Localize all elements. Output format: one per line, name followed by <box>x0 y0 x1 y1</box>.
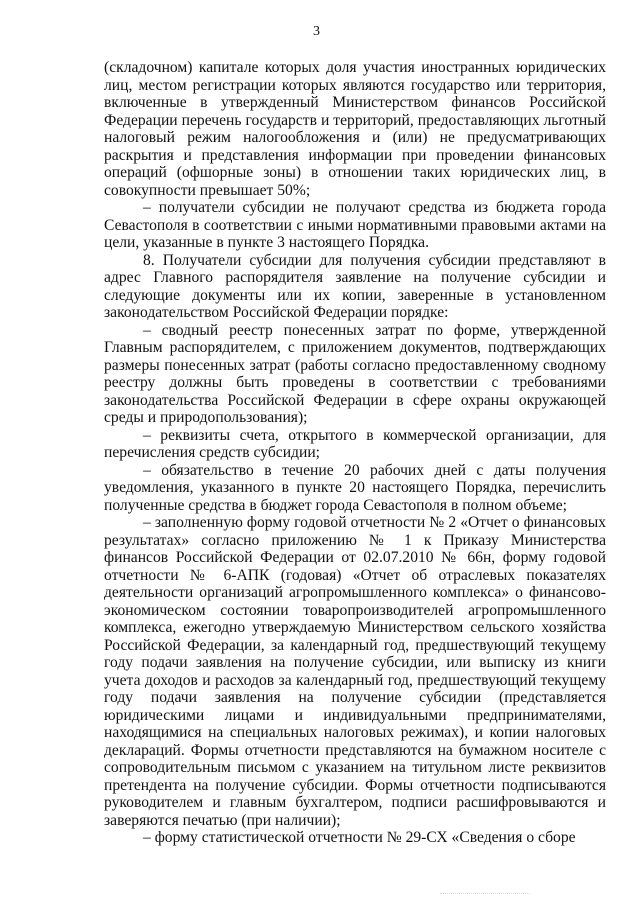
body-text <box>104 59 606 847</box>
list-item-no-budget-funds: – получатели субсидии не получают средства из бюджета города Севастополя в соответствии с иными нормативными правовыми актами на цели, указанные в пункте 3 настоящего Порядка. <box>104 199 606 251</box>
paragraph-continuation: (складочном) капитале которых доля участия иностранных юридических лиц, местом регистрации которых являются государство или территория, включенные в утвержденный Министерством финансов Российской Федерации перечень государств и территорий, предоставляющих льготный налоговый режим налогообложения и (или) не предусматривающих раскрытия и представления информации при проведении финансовых операций (офшорные зоны) в отношении таких юридических лиц, в совокупности превышает 50%; <box>104 59 606 199</box>
list-item-bank-details: – реквизиты счета, открытого в коммерческой организации, для перечисления средств субсидии; <box>104 426 606 461</box>
page-number: 3 <box>313 24 320 39</box>
scan-artifact <box>440 893 530 900</box>
list-item-statistical-form: – форму статистической отчетности № 29-СХ «Сведения о сборе <box>143 829 576 846</box>
list-item-annual-reporting: – заполненную форму годовой отчетности № 2 «Отчет о финансовых результатах» согласно приложению № 1 к Приказу Министерства финансов Российской Федерации от 02.07.2010 № 66н, форму годовой отчетности № 6-АПК (годовая) «Отчет об отраслевых показателях деятельности организаций агропромышленного комплекса» о финансово-экономическом состоянии товаропроизводителей агропромышленного комплекса, ежегодно утверждаемую Министерством сельского хозяйства Российской Федерации, за календарный год, предшествующий текущему году подачи заявления на получение субсидии, или выписку из книги учета доходов и расходов за календарный год, предшествующий текущему году подачи заявления на получение субсидии (представляется юридическими лицами и индивидуальными предпринимателями, находящимися на специальных налоговых режимах), и копии налоговых деклараций. Формы отчетности представляются на бумажном носителе с сопроводительным письмом с указанием на титульном листе реквизитов претендента на получение субсидии. Формы отчетности подписываются руководителем и главным бухгалтером, подписи расшифровываются и заверяются печатью (при наличии); <box>104 514 606 829</box>
list-item-refund-obligation: – обязательство в течение 20 рабочих дней с даты получения уведомления, указанного в пункте 20 настоящего Порядка, перечислить полученные средства в бюджет города Севастополя в полном объеме; <box>104 461 606 514</box>
list-item-cost-register: – сводный реестр понесенных затрат по форме, утвержденной Главным распорядителем, с приложением документов, подтверждающих размеры понесенных затрат (работы согласно предоставленному сводному реестру должны быть проведены в соответствии с требованиями законодательства Российской Федерации в сфере охраны окружающей среды и природопользования); <box>104 321 606 426</box>
paragraph-item-8: 8. Получатели субсидии для получения субсидии представляют в адрес Главного распорядителя заявление на получение субсидии и следующие документы или их копии, заверенные в установленном законодательством Российской Федерации порядке: <box>104 251 606 321</box>
